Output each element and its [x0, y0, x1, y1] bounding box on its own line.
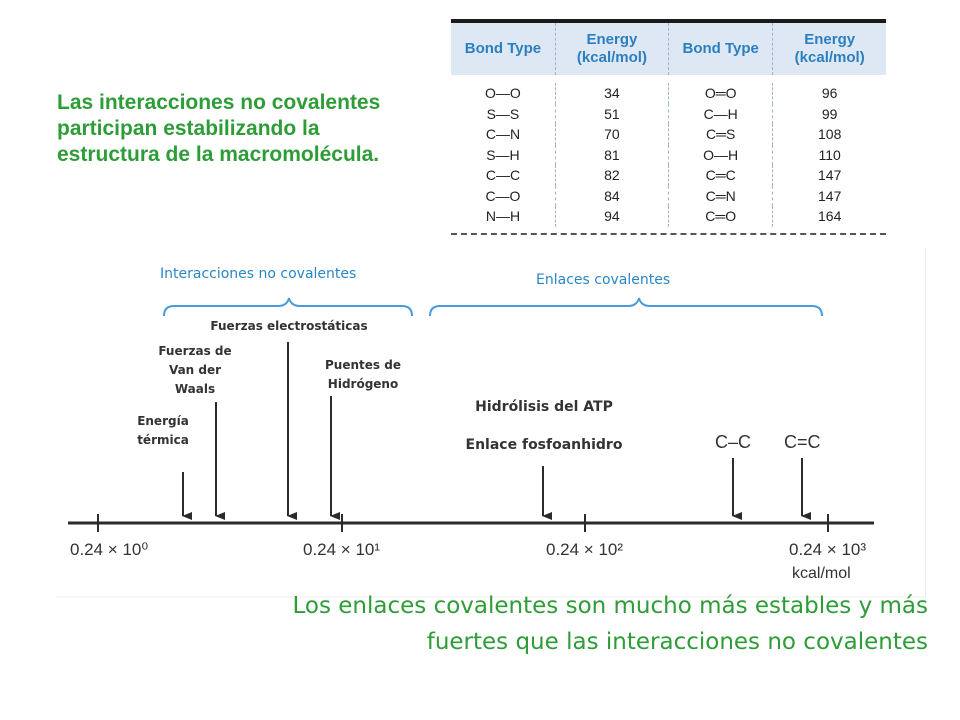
bond-cell: O—O	[451, 83, 555, 104]
label-thermal-energy: Energía térmica	[137, 414, 189, 447]
table-row	[451, 83, 886, 104]
energy-cell: 34	[555, 83, 668, 104]
energy-cell: 96	[821, 85, 838, 101]
energy-cell: 70	[555, 124, 668, 145]
table-row	[451, 165, 886, 186]
bond-cell: C═S	[668, 124, 772, 145]
table-header-row	[451, 23, 886, 75]
tick-label-2: 0.24 × 10¹	[303, 540, 381, 559]
header-energy-1: Energy (kcal/mol)	[555, 23, 668, 75]
tick-label-4: 0.24 × 10³	[789, 540, 867, 559]
label-hydrogen-bonds: Puentes de Hidrógeno	[325, 358, 401, 391]
table-row	[451, 186, 886, 207]
label-atp-hydrolysis: Hidrólisis del ATP	[475, 399, 613, 415]
conclusion-text: Los enlaces covalentes son mucho más estables y más fuertes que las interacciones no covalentes	[292, 593, 928, 655]
covalent-brace	[430, 298, 822, 316]
table-row	[451, 145, 886, 166]
noncovalent-brace	[164, 298, 412, 316]
unit-label: kcal/mol	[792, 565, 851, 582]
bond-cell: C—N	[451, 124, 555, 145]
energy-cell: 82	[555, 165, 668, 186]
bond-cell: O—H	[668, 145, 772, 166]
header-bond-type-2: Bond Type	[668, 23, 772, 75]
tick-label-1: 0.24 × 10⁰	[70, 540, 149, 559]
intro-text: Las interacciones no covalentes participan estabilizando la estructura de la macromolécula.	[57, 91, 381, 166]
bond-cell: O═O	[668, 83, 772, 104]
energy-cell: 110	[818, 146, 841, 163]
label-cc-single: C–C	[715, 432, 752, 452]
table-bottom-rule	[451, 233, 886, 235]
bond-cell: C—O	[451, 186, 555, 207]
energy-cell: 164	[818, 208, 842, 224]
bond-energy-table	[451, 19, 886, 235]
bond-cell: S—H	[451, 145, 555, 166]
energy-cell: 81	[555, 145, 668, 166]
bond-cell: S—S	[451, 104, 555, 125]
table-row	[451, 104, 886, 125]
bond-cell: C═N	[668, 186, 772, 207]
energy-scale-panel	[56, 248, 926, 598]
bond-cell: C—C	[451, 165, 555, 186]
bond-cell: C—H	[668, 104, 772, 125]
energy-cell: 147	[818, 187, 842, 204]
energy-cell: 84	[555, 186, 668, 207]
label-cc-double: C=C	[784, 432, 821, 452]
energy-cell: 108	[818, 126, 842, 142]
label-van-der-waals: Fuerzas de Van der Waals	[158, 344, 232, 396]
table-row	[451, 206, 886, 227]
label-covalent-group: Enlaces covalentes	[536, 272, 671, 288]
energy-cell: 99	[821, 105, 838, 122]
bond-cell: C═C	[668, 165, 772, 186]
energy-cell: 51	[555, 104, 668, 125]
label-electrostatic: Fuerzas electrostáticas	[210, 319, 368, 333]
bond-cell: N—H	[451, 206, 555, 227]
label-noncovalent-group: Interacciones no covalentes	[160, 266, 357, 282]
energy-cell: 94	[555, 206, 668, 227]
header-bond-type-1: Bond Type	[451, 23, 555, 75]
bond-cell: C═O	[668, 206, 772, 227]
table-row	[451, 124, 886, 145]
tick-label-3: 0.24 × 10²	[546, 540, 624, 559]
energy-cell: 147	[818, 167, 842, 183]
label-phosphoanhydride: Enlace fosfoanhidro	[465, 437, 623, 453]
header-energy-2: Energy (kcal/mol)	[794, 31, 865, 66]
